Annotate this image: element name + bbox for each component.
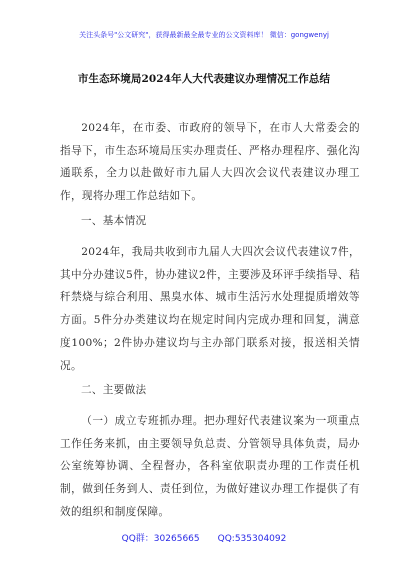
- header-promo-text: 关注头条号"公文研究"，获得最新最全最专业的公文资料库！ 微信：gongwenyj: [79, 31, 329, 39]
- practice-item-paragraph: （一）成立专班抓办理。把办理好代表建议案为一项重点工作任务来抓，由主要领导负总责、分管领导具体负责，局办公室统筹协调、全程督办，各科室依职责办理的工作责任机制，做到任务到人、责任到位，为做好建议办理工作提供了有效的组织和制度保障。: [60, 415, 360, 518]
- footer-contact-text: QQ群：30265665 QQ:535304092: [121, 534, 287, 544]
- section-heading-basic-situation: 一、基本情况: [81, 215, 147, 227]
- document-title: 市生态环境局2024年人大代表建议办理情况工作总结: [77, 73, 331, 85]
- basic-situation-paragraph: 2024年，我局共收到市九届人大四次会议代表建议7件，其中分办建议5件，协办建议2件，主要涉及环评手续指导、秸秆禁烧与综合利用、黑臭水体、城市生活污水处理提质增效等方面。5件分办类建议均在规定时间内完成办理和回复，满意度100%；2件协办建议均与主办部门联系对接，报送相关情况。: [60, 246, 360, 372]
- section-heading-main-practices: 二、主要做法: [81, 384, 147, 396]
- intro-paragraph: 2024年，在市委、市政府的领导下，在市人大常委会的指导下，市生态环境局压实办理责任、严格办理程序、强化沟通联系，全力以赴做好市九届人大四次会议代表建议办理工作，现将办理工作总结如下。: [60, 122, 360, 203]
